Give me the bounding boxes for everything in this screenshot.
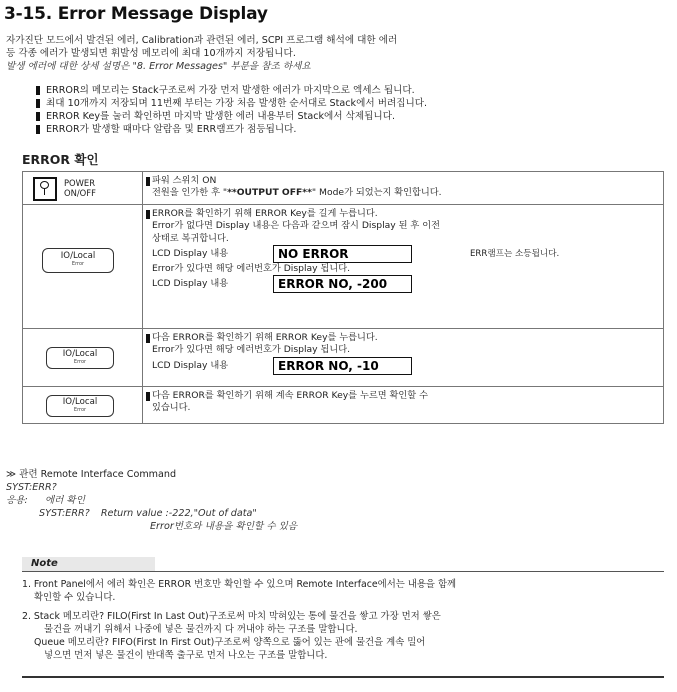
remote-command: SYST:ERR?: [6, 482, 57, 493]
step-description: [143, 328, 664, 386]
lcd-label: LCD Display 내용: [152, 248, 229, 260]
key-sub-label: Error: [73, 406, 87, 413]
step-line: Error가 없다면 Display 내용은 다음과 같으며 잠시 Display 된 후 이전: [152, 220, 440, 232]
bullet-item: ERROR의 메모리는 Stack구조로써 가장 먼저 발생한 에러가 마지막으로 엑세스 됩니다.: [36, 84, 656, 97]
note-divider: [22, 571, 664, 572]
step-marker-icon: [146, 392, 150, 401]
key-label: IO/Local: [62, 348, 98, 359]
usage-command: SYST:ERR?: [39, 508, 90, 519]
step-description: [143, 172, 664, 205]
step-line: 다음 ERROR를 확인하기 위해 계속 ERROR Key를 누르면 확인할 수: [152, 389, 428, 401]
note-line: 2. Stack 메모리란? FILO(First In Last Out)구조로써 마치 막혀있는 통에 물건을 쌓고 가장 먼저 쌓은: [22, 611, 441, 622]
step-line: 있습니다.: [152, 402, 191, 414]
power-label-line: ON/OFF: [64, 188, 96, 198]
err-lamp-note: ERR램프는 소등됩니다.: [470, 249, 560, 260]
step-line: ERROR를 확인하기 위해 ERROR Key를 길게 누릅니다.: [152, 207, 378, 219]
lcd-display: ERROR NO, -200: [273, 275, 412, 293]
io-local-error-key: [46, 347, 114, 369]
table-row: [23, 386, 664, 423]
key-sub-label: Error: [71, 260, 85, 267]
step-description: [143, 204, 664, 328]
note-line: Queue 메모리란? FIFO(First In First Out)구조로써 양쪽으로 뚫어 있는 관에 물건을 계속 밀어: [34, 637, 426, 648]
step-line: 상태로 복귀합니다.: [152, 232, 229, 244]
note-line: 확인할 수 있습니다.: [34, 592, 116, 603]
io-local-error-key: [42, 248, 114, 273]
lcd-display-row: [152, 245, 663, 263]
step-line: 다음 ERROR를 확인하기 위해 ERROR Key를 누릅니다.: [152, 331, 378, 343]
step-marker-icon: [146, 177, 150, 186]
feature-bullet-list: [36, 84, 656, 136]
key-cell: [23, 204, 143, 328]
key-cell: [23, 328, 143, 386]
step-description: [143, 386, 664, 423]
usage-row: [6, 494, 297, 507]
usage-title: 에러 확인: [44, 495, 85, 506]
power-switch-icon: [33, 177, 57, 201]
key-label: IO/Local: [60, 250, 96, 261]
step-marker-icon: [146, 334, 150, 343]
intro-paragraph: [6, 34, 646, 73]
lcd-label: LCD Display 내용: [152, 359, 229, 371]
intro-line: 등 각종 에러가 발생되면 휘발성 메모리에 최대 10개까지 저장됩니다.: [6, 48, 296, 59]
key-cell: [23, 172, 143, 205]
output-off-text: **OUTPUT OFF**: [227, 187, 312, 199]
table-row: [23, 172, 664, 205]
lcd-display: ERROR NO, -10: [273, 357, 412, 375]
io-local-error-key: [46, 395, 114, 417]
note-divider: [22, 676, 664, 678]
page-title: 3-15. Error Message Display: [4, 4, 268, 24]
note-item: [22, 578, 662, 604]
remote-interface-section: [6, 468, 297, 533]
power-key-label: [64, 178, 96, 198]
bullet-item: ERROR가 발생할 때마다 알람음 및 ERR램프가 점등됩니다.: [36, 123, 656, 136]
usage-label: 응용:: [6, 495, 28, 506]
procedure-table: [22, 171, 664, 424]
note-item: [22, 610, 662, 662]
table-row: [23, 328, 664, 386]
section-heading: ERROR 확인: [22, 152, 99, 167]
step-line: [152, 187, 663, 199]
remote-heading: ≫ 관련 Remote Interface Command: [6, 469, 177, 480]
step-marker-icon: [146, 210, 150, 219]
note-body: [22, 578, 662, 668]
lcd-display-row: [152, 275, 663, 293]
step-line: Error가 있다면 해당 에러번호가 Display 됩니다.: [152, 263, 351, 275]
lcd-display: NO ERROR: [273, 245, 412, 263]
key-sub-label: Error: [73, 358, 87, 365]
power-label-line: POWER: [64, 178, 96, 188]
lcd-label: LCD Display 내용: [152, 278, 229, 290]
note-line: 1. Front Panel에서 에러 확인은 ERROR 번호만 확인할 수 있으며 Remote Interface에서는 내용을 함께: [22, 579, 457, 590]
key-label: IO/Local: [62, 396, 98, 407]
return-value: Return value :-222,"Out of data": [100, 508, 257, 519]
intro-line: 자가진단 모드에서 발견된 에러, Calibration과 관련된 에러, SCPI 프로그램 해석에 대한 에러: [6, 35, 398, 46]
return-note: Error번호와 내용을 확인할 수 있음: [150, 521, 298, 532]
usage-command-row: [6, 507, 297, 520]
bullet-item: ERROR Key를 눌러 확인하면 마지막 발생한 에러 내용부터 Stack에서 삭제됩니다.: [36, 110, 656, 123]
note-line: 넣으면 먼저 넣은 물건이 반대쪽 출구로 먼저 나오는 구조를 말합니다.: [44, 650, 328, 661]
table-row: [23, 204, 664, 328]
intro-reference-note: 발생 에러에 대한 상세 설명은 "8. Error Messages" 부분을 참조 하세요: [6, 61, 311, 72]
step-line: Error가 있다면 해당 에러번호가 Display 됩니다.: [152, 344, 351, 356]
step-text: 전원을 인가한 후 ": [152, 187, 228, 199]
note-heading: Note: [22, 557, 155, 571]
step-text: " Mode가 되었는지 확인합니다.: [311, 187, 442, 199]
note-line: 물건을 꺼내기 위해서 나중에 넣은 물건까지 다 꺼내야 하는 구조를 말합니다.: [44, 624, 358, 635]
bullet-item: 최대 10개까지 저장되며 11번째 부터는 가장 처음 발생한 순서대로 Stack에서 버려집니다.: [36, 97, 656, 110]
key-cell: [23, 386, 143, 423]
lcd-display-row: [152, 357, 663, 375]
step-line: 파워 스위치 ON: [152, 175, 217, 186]
